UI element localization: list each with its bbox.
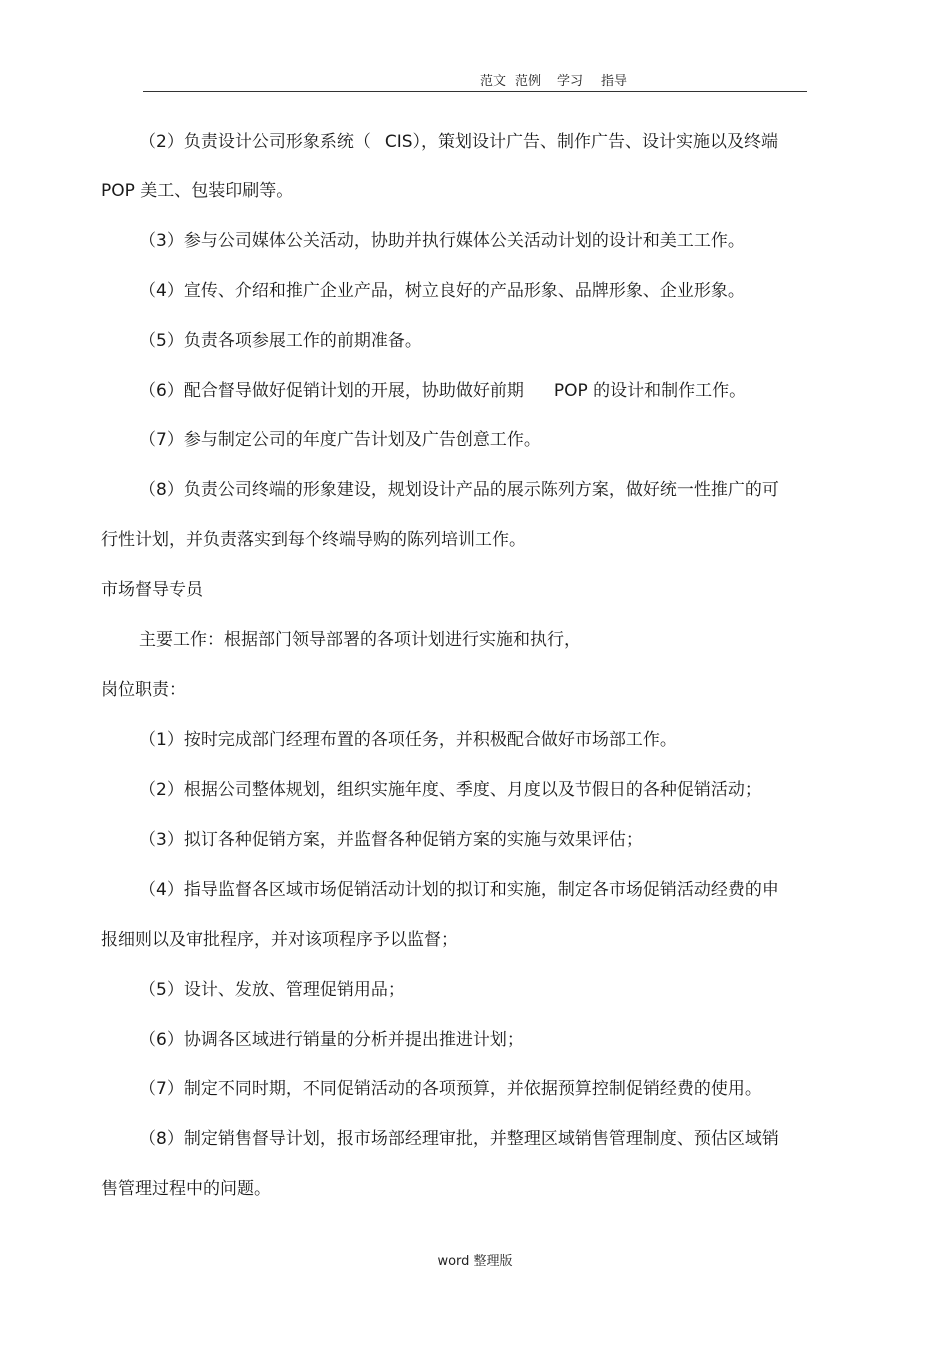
paragraph-7: （7）参与制定公司的年度广告计划及广告创意工作。: [139, 430, 541, 450]
paragraph-6: （6）配合督导做好促销计划的开展，协助做好前期 POP 的设计和制作工作。: [139, 381, 747, 401]
duty-6: （6）协调各区域进行销量的分析并提出推进计划；: [139, 1030, 524, 1050]
duties-label: 岗位职责：: [101, 680, 186, 700]
paragraph-8-continued: 行性计划，并负责落实到每个终端导购的陈列培训工作。: [101, 530, 526, 550]
duty-7: （7）制定不同时期，不同促销活动的各项预算，并依据预算控制促销经费的使用。: [139, 1079, 762, 1099]
duty-4-continued: 报细则以及审批程序，并对该项程序予以监督；: [101, 930, 458, 950]
duty-2: （2）根据公司整体规划，组织实施年度、季度、月度以及节假日的各种促销活动；: [139, 780, 762, 800]
duty-8-continued: 售管理过程中的问题。: [101, 1179, 271, 1199]
header-item: 范例: [515, 74, 542, 89]
header-item: 范文: [480, 74, 507, 89]
paragraph-4: （4）宣传、介绍和推广企业产品，树立良好的产品形象、品牌形象、企业形象。: [139, 281, 745, 301]
paragraph-2: （2）负责设计公司形象系统（ CIS），策划设计广告、制作广告、设计实施以及终端: [139, 132, 779, 152]
section-title: 市场督导专员: [101, 580, 203, 600]
paragraph-8: （8）负责公司终端的形象建设，规划设计产品的展示陈列方案，做好统一性推广的可: [139, 480, 779, 500]
duty-4: （4）指导监督各区域市场促销活动计划的拟订和实施，制定各市场促销活动经费的申: [139, 880, 779, 900]
duty-5: （5）设计、发放、管理促销用品；: [139, 980, 405, 1000]
paragraph-3: （3）参与公司媒体公关活动，协助并执行媒体公关活动计划的设计和美工工作。: [139, 231, 745, 251]
header-divider: [143, 91, 807, 92]
header-item: 指导: [601, 74, 628, 89]
page-footer: word 整理版: [437, 1254, 513, 1269]
duty-8: （8）制定销售督导计划，报市场部经理审批，并整理区域销售管理制度、预估区域销: [139, 1129, 779, 1149]
duty-1: （1）按时完成部门经理布置的各项任务，并积极配合做好市场部工作。: [139, 730, 677, 750]
main-work: 主要工作：根据部门领导部署的各项计划进行实施和执行，: [139, 630, 581, 650]
header-item: 学习: [557, 74, 584, 89]
page-header: [0, 68, 950, 88]
duty-3: （3）拟订各种促销方案，并监督各种促销方案的实施与效果评估；: [139, 830, 643, 850]
paragraph-5: （5）负责各项参展工作的前期准备。: [139, 331, 422, 351]
paragraph-2-continued: POP 美工、包装印刷等。: [101, 181, 294, 201]
